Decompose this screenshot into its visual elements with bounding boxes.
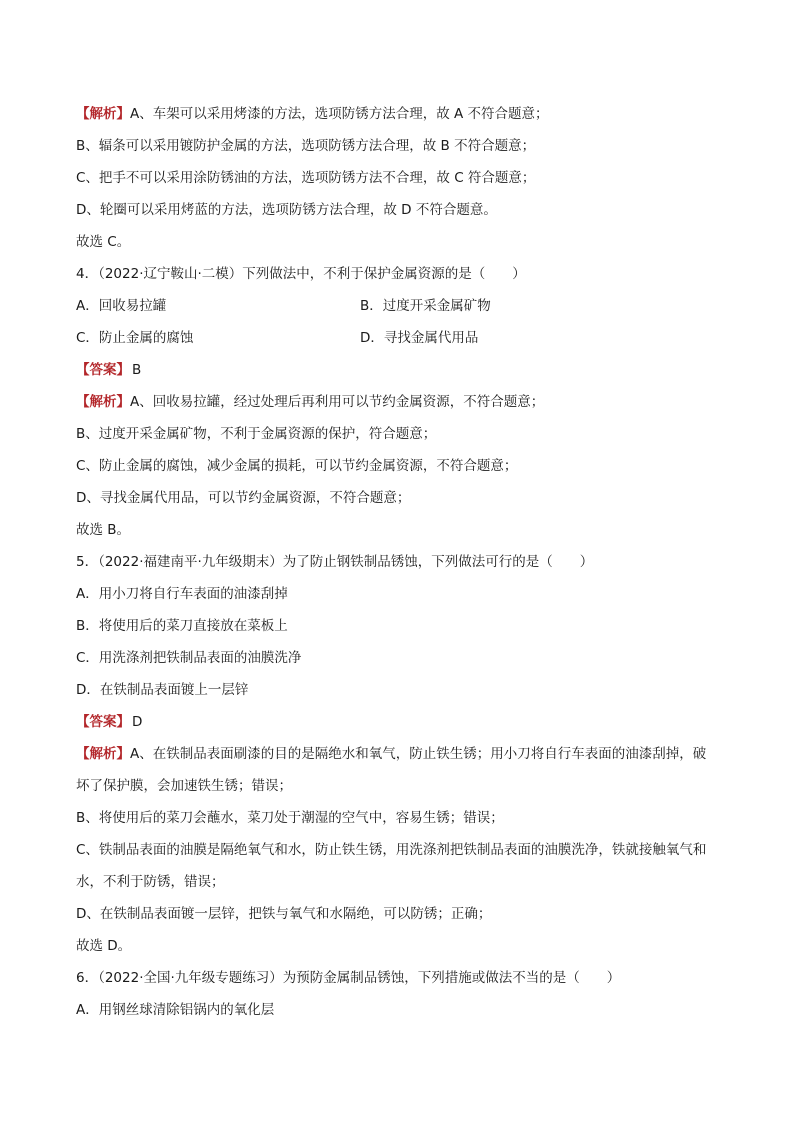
q4-explanation-d: D、寻找金属代用品，可以节约金属资源，不符合题意； <box>76 490 411 506</box>
q6-stem: 6．（2022·全国·九年级专题练习）为预防金属制品锈蚀，下列措施或做法不当的是（ ） <box>76 970 621 986</box>
q5-option-b: B．将使用后的菜刀直接放在菜板上 <box>76 618 288 634</box>
q3-explanation-d: D、轮圈可以采用烤蓝的方法，选项防锈方法合理，故 D 不符合题意。 <box>76 202 497 218</box>
q4-explanation-a: 【解析】A、回收易拉罐，经过处理后再利用可以节约金属资源，不符合题意； <box>76 394 545 410</box>
q4-stem: 4．（2022·辽宁鞍山·二模）下列做法中，不利于保护金属资源的是（ ） <box>76 266 526 282</box>
q4-option-a: A．回收易拉罐 <box>76 298 167 314</box>
explanation-tag: 【解析】 <box>76 746 130 762</box>
q5-option-d: D．在铁制品表面镀上一层锌 <box>76 682 249 698</box>
q3-explanation-c: C、把手不可以采用涂防锈油的方法，选项防锈方法不合理，故 C 符合题意； <box>76 170 536 186</box>
q5-answer: 【答案】 D <box>76 714 143 730</box>
q4-options-row-1 <box>76 296 726 316</box>
explanation-tag: 【解析】 <box>76 394 130 410</box>
q5-option-a: A．用小刀将自行车表面的油漆刮掉 <box>76 586 288 602</box>
q4-conclusion: 故选 B。 <box>76 522 131 538</box>
explanation-tag: 【解析】 <box>76 106 130 122</box>
q5-option-c: C．用洗涤剂把铁制品表面的油膜洗净 <box>76 650 302 666</box>
q3-explanation-b: B、辐条可以采用镀防护金属的方法，选项防锈方法合理，故 B 不符合题意； <box>76 138 536 154</box>
q3-explanation-a: 【解析】A、车架可以采用烤漆的方法，选项防锈方法合理，故 A 不符合题意； <box>76 106 549 122</box>
q4-explanation-c: C、防止金属的腐蚀，减少金属的损耗，可以节约金属资源，不符合题意； <box>76 458 518 474</box>
q4-options-row-2 <box>76 328 726 348</box>
answer-tag: 【答案】 <box>76 362 130 378</box>
q5-stem: 5．（2022·福建南平·九年级期末）为了防止钢铁制品锈蚀，下列做法可行的是（ ） <box>76 554 594 570</box>
q4-option-d: D．寻找金属代用品 <box>360 330 479 346</box>
q6-option-a: A．用钢丝球清除铝锅内的氧化层 <box>76 1002 275 1018</box>
q4-answer: 【答案】 B <box>76 362 142 378</box>
q5-explanation-b: B、将使用后的菜刀会蘸水，菜刀处于潮湿的空气中，容易生锈；错误； <box>76 810 504 826</box>
q5-explanation-c-line-2: 水，不利于防锈，错误； <box>76 874 225 890</box>
q4-option-b: B．过度开采金属矿物 <box>360 298 491 314</box>
q5-explanation-a-line-1: 【解析】A、在铁制品表面刷漆的目的是隔绝水和氧气，防止铁生锈；用小刀将自行车表面的油漆刮掉，破 <box>76 746 707 762</box>
q3-conclusion: 故选 C。 <box>76 234 131 250</box>
q5-conclusion: 故选 D。 <box>76 938 132 954</box>
q4-explanation-b: B、过度开采金属矿物，不利于金属资源的保护，符合题意； <box>76 426 437 442</box>
answer-tag: 【答案】 <box>76 714 130 730</box>
q4-option-c: C．防止金属的腐蚀 <box>76 330 194 346</box>
q5-explanation-d: D、在铁制品表面镀一层锌，把铁与氧气和水隔绝，可以防锈；正确； <box>76 906 492 922</box>
q5-explanation-c-line-1: C、铁制品表面的油膜是隔绝氧气和水，防止铁生锈，用洗涤剂把铁制品表面的油膜洗净，铁就接触氧气和 <box>76 842 707 858</box>
q5-explanation-a-line-2: 坏了保护膜，会加速铁生锈；错误； <box>76 778 292 794</box>
